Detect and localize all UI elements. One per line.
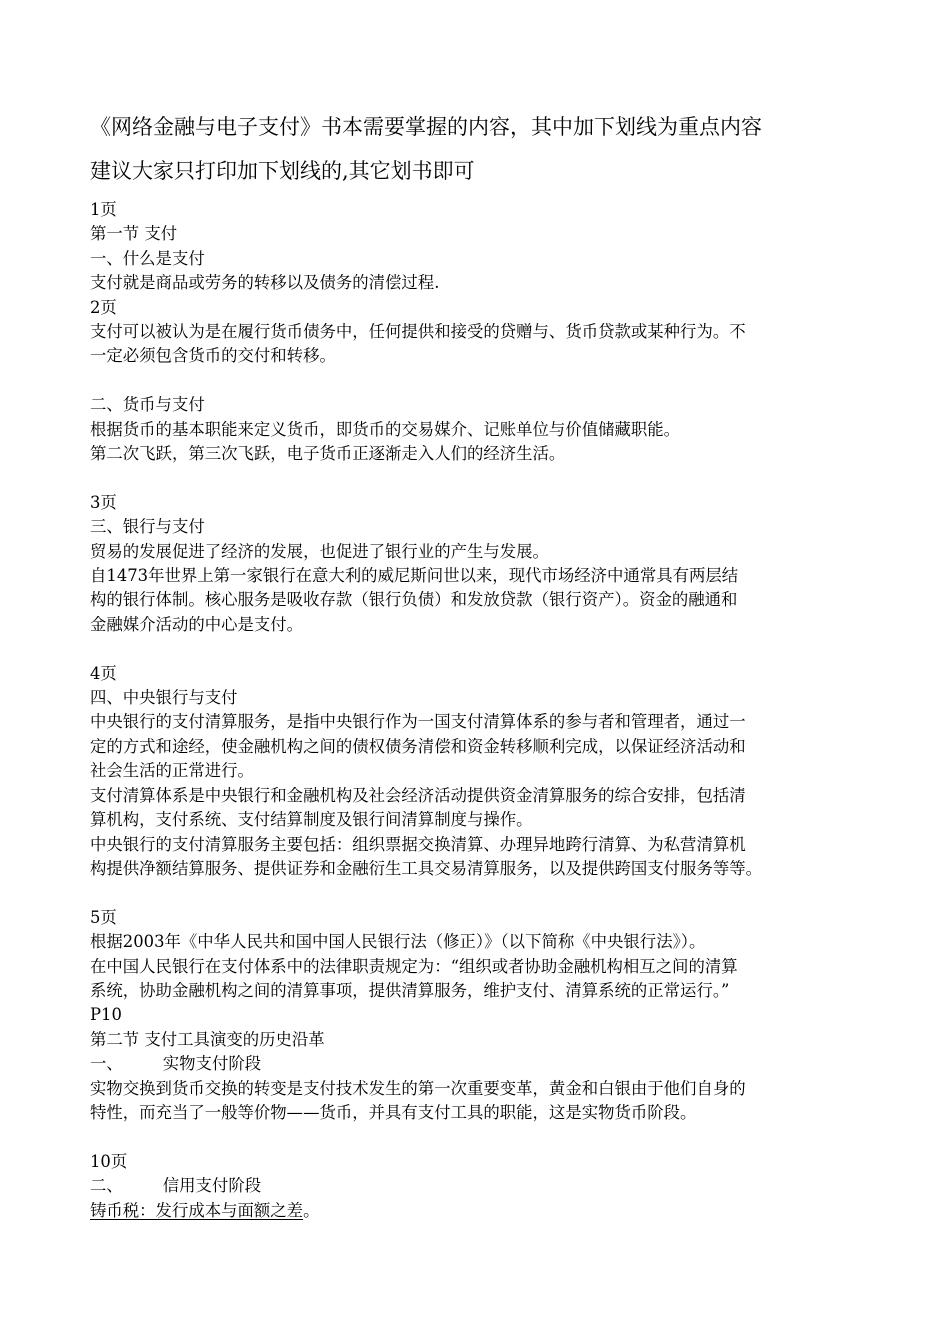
subsection-heading (90, 1174, 870, 1198)
paragraph-line: 第二次飞跃，第三次飞跃，电子货币正逐渐走入人们的经济生活。 (90, 444, 566, 464)
paragraph-line: 根据2003年《中华人民共和国中国人民银行法（修正）》（以下简称《中央银行法》）。 (90, 932, 706, 952)
paragraph-line: 在中国人民银行在支付体系中的法律职责规定为：“组织或者协助金融机构相互之间的清算 (90, 956, 738, 976)
page-marker: 4页 (90, 663, 117, 683)
paragraph-line: 金融媒介活动的中心是支付。 (90, 614, 304, 634)
blank-line (90, 637, 870, 661)
page-marker: 10页 (90, 1151, 128, 1171)
page-marker: 5页 (90, 907, 117, 927)
page-marker: 1页 (90, 200, 117, 219)
paragraph-line: 一定必须包含货币的交付和转移。 (90, 346, 336, 366)
page-marker: P10 (90, 1005, 122, 1025)
underlined-key-point: 铸币税：发行成本与面额之差 (90, 1200, 304, 1220)
blank-line (90, 369, 870, 393)
paragraph-line: 算机构，支付系统、支付结算制度及银行间清算制度与操作。 (90, 810, 533, 830)
section-heading: 第一节 支付 (90, 224, 178, 244)
paragraph-line: 定的方式和途经，使金融机构之间的债权债务清偿和资金转移顺利完成，以保证经济活动和 (90, 736, 746, 756)
paragraph-line (90, 1199, 870, 1223)
blank-line (90, 1125, 870, 1149)
paragraph-line: 系统，协助金融机构之间的清算事项，提供清算服务，维护支付、清算系统的正常运行。” (90, 980, 730, 1000)
paragraph-line: 支付清算体系是中央银行和金融机构及社会经济活动提供资金清算服务的综合安排，包括清 (90, 785, 746, 805)
subsection-heading: 二、货币与支付 (90, 395, 205, 415)
document-subtitle: 建议大家只打印加下划线的,其它划书即可 (90, 159, 475, 183)
page-marker: 3页 (90, 492, 117, 512)
paragraph-line: 支付可以被认为是在履行货币债务中，任何提供和接受的贷赠与、货币贷款或某种行为。不 (90, 322, 746, 342)
document-title: 《网络金融与电子支付》书本需要掌握的内容，其中加下划线为重点内容 (90, 115, 762, 139)
list-number: 二、 (90, 1176, 123, 1196)
document-body (90, 198, 870, 1223)
paragraph-line: 中央银行的支付清算服务主要包括：组织票据交换清算、办理异地跨行清算、为私营清算机 (90, 834, 746, 854)
paragraph-line: 构提供净额结算服务、提供证券和金融衍生工具交易清算服务，以及提供跨国支付服务等等。 (90, 858, 763, 878)
paragraph-line: 社会生活的正常进行。 (90, 761, 254, 781)
list-number: 一、 (90, 1054, 123, 1074)
paragraph-line: 中央银行的支付清算服务，是指中央银行作为一国支付清算体系的参与者和管理者，通过一 (90, 712, 746, 732)
subsection-heading: 三、银行与支付 (90, 517, 205, 537)
blank-line (90, 881, 870, 905)
blank-line (90, 466, 870, 490)
list-text: 信用支付阶段 (162, 1176, 262, 1196)
paragraph-line: 支付就是商品或劳务的转移以及债务的清偿过程. (90, 273, 440, 293)
sentence-end: 。 (303, 1200, 320, 1220)
subsection-heading (90, 1052, 870, 1076)
section-heading: 第二节 支付工具演变的历史沿革 (90, 1029, 325, 1049)
page-marker: 2页 (90, 297, 117, 317)
paragraph-line: 根据货币的基本职能来定义货币，即货币的交易媒介、记账单位与价值储藏职能。 (90, 419, 681, 439)
subsection-heading: 四、中央银行与支付 (90, 688, 238, 708)
paragraph-line: 贸易的发展促进了经济的发展，也促进了银行业的产生与发展。 (90, 541, 549, 561)
paragraph-line: 构的银行体制。核心服务是吸收存款（银行负债）和发放贷款（银行资产）。资金的融通和 (90, 590, 738, 610)
paragraph-line: 实物交换到货币交换的转变是支付技术发生的第一次重要变革，黄金和白银由于他们自身的 (90, 1078, 746, 1098)
subsection-heading: 一、什么是支付 (90, 248, 205, 268)
list-text: 实物支付阶段 (162, 1054, 262, 1074)
paragraph-line: 自1473年世界上第一家银行在意大利的威尼斯问世以来，现代市场经济中通常具有两层结 (90, 566, 739, 586)
paragraph-line: 特性，而充当了一般等价物——货币，并具有支付工具的职能，这是实物货币阶段。 (90, 1102, 697, 1122)
